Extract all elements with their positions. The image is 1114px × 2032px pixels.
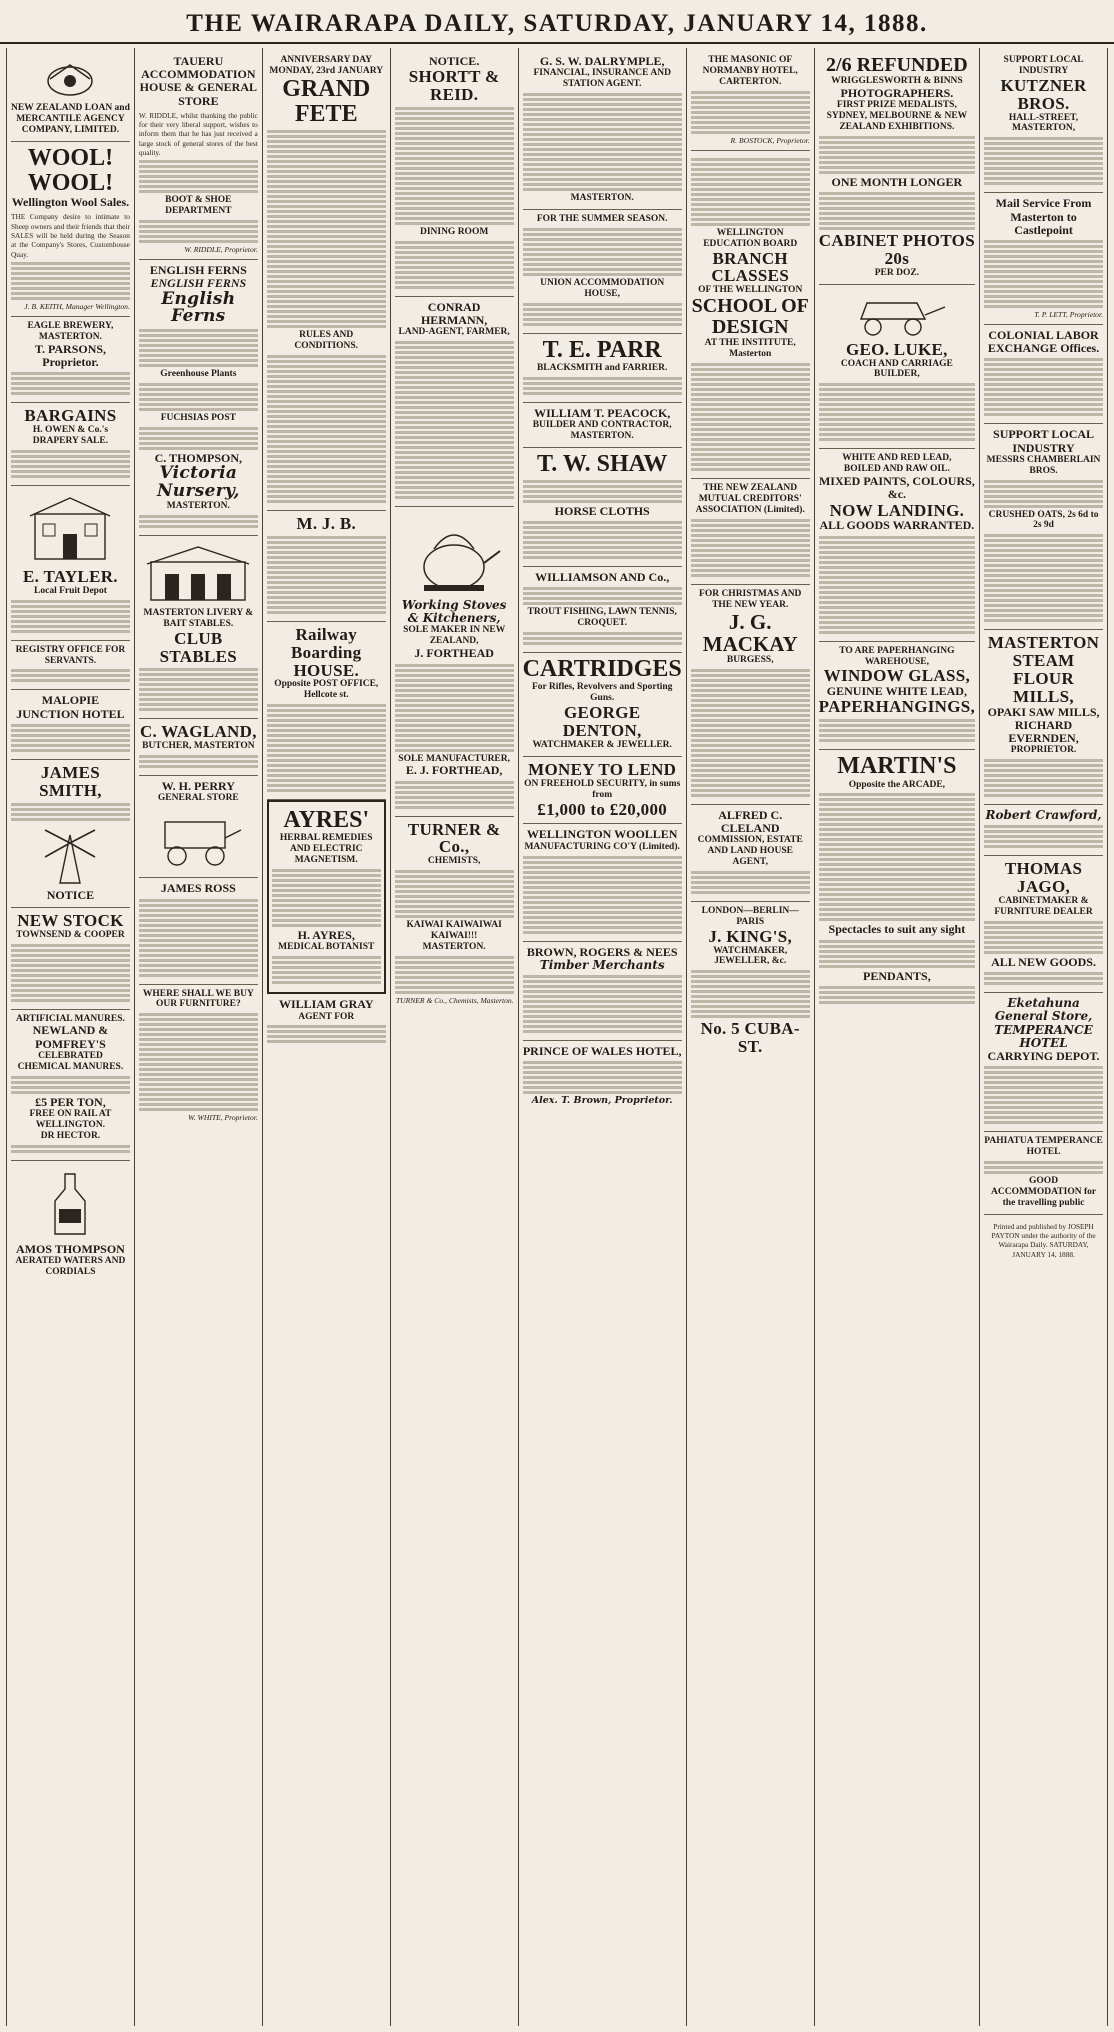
- union-house: UNION ACCOMMODATION HOUSE,: [540, 277, 665, 299]
- bottle-illustration-icon: [35, 1169, 105, 1239]
- education-board: WELLINGTON EDUCATION BOARD: [703, 227, 798, 249]
- white-signature: W. WHITE, Proprietor.: [188, 1113, 258, 1123]
- anniversary-day: ANNIVERSARY DAY MONDAY, 23rd JANUARY: [269, 55, 384, 76]
- wagon-illustration-icon: [153, 808, 243, 868]
- thompson-nursery-name: C. THOMPSON,: [154, 451, 243, 466]
- forthead-name-2: E. J. FORTHEAD,: [405, 763, 503, 778]
- ad-photographers: [819, 51, 975, 285]
- ad-eagle-brewery: [11, 317, 130, 403]
- window-glass: WINDOW GLASS,: [823, 666, 970, 686]
- hermann-name: CONRAD HERMANN,: [420, 299, 488, 327]
- kaiwaiwai: KAIWAI KAIWAIWAI KAIWAI!!!: [406, 920, 502, 942]
- registry-office: REGISTRY OFFICE FOR SERVANTS.: [15, 644, 126, 666]
- ad-eketahuna: [984, 993, 1103, 1132]
- manure-price: £5 PER TON,: [35, 1094, 106, 1109]
- colonial-labor: COLONIAL LABOR EXCHANGE Offices.: [987, 327, 1100, 356]
- pendants: PENDANTS,: [863, 968, 931, 983]
- ad-manures: [11, 1010, 130, 1161]
- christmas-new-year: FOR CHRISTMAS AND THE NEW YEAR.: [699, 588, 802, 610]
- column-4: [391, 48, 519, 2026]
- alex-brown: Alex. T. Brown, Proprietor.: [531, 1095, 673, 1107]
- mail-service: Mail Service From Masterton to Castlepoint: [995, 196, 1092, 237]
- denton-name: GEORGE DENTON,: [562, 703, 642, 741]
- imprint: [984, 1215, 1103, 1264]
- woollen-sub: MANUFACTURING CO'Y (Limited).: [524, 841, 680, 852]
- kutzner-name: KUTZNER BROS.: [1000, 75, 1087, 113]
- commission-agent: COMMISSION, ESTATE AND LAND HOUSE AGENT,: [697, 835, 803, 867]
- dalrymple-location: MASTERTON.: [570, 193, 634, 204]
- new-stock-title: NEW STOCK: [17, 910, 124, 930]
- cabinet-photos: CABINET PHOTOS 20s: [818, 231, 975, 268]
- ad-james-smith: [11, 760, 130, 908]
- paperhangings: PAPERHANGINGS,: [818, 697, 976, 717]
- where-furniture: WHERE SHALL WE BUY OUR FURNITURE?: [142, 988, 254, 1010]
- column-3: [263, 48, 391, 2026]
- bostock-signature: R. BOSTOCK, Proprietor.: [730, 135, 810, 145]
- institute: AT THE INSTITUTE, Masterton: [704, 338, 796, 360]
- forthead-name: J. FORTHEAD: [414, 646, 494, 661]
- fuchsia-post: FUCHSIAS POST: [160, 413, 236, 424]
- one-month: ONE MONTH LONGER: [831, 174, 963, 189]
- english-ferns: English Ferns: [161, 288, 236, 327]
- london-berlin-paris: LONDON—BERLIN—PARIS: [701, 905, 799, 927]
- horse-cloths: HORSE CLOTHS: [554, 504, 650, 519]
- ad-parr: [523, 334, 682, 403]
- ad-livery: [139, 536, 258, 720]
- good-accommodation: GOOD ACCOMMODATION for the travelling public: [990, 1175, 1097, 1208]
- thompson-name: AMOS THOMPSON: [16, 1241, 125, 1256]
- bargains-subtitle: H. OWEN & Co.'s DRAPERY SALE.: [32, 425, 109, 446]
- wrigglesworth-binns: WRIGGLESWORTH & BINNS: [831, 76, 963, 86]
- general-store: GENERAL STORE: [157, 793, 239, 804]
- newspaper-title: THE WAIRARAPA DAILY, SATURDAY, JANUARY 14, 1888.: [186, 10, 928, 37]
- first-prize: FIRST PRIZE MEDALISTS, SYDNEY, MELBOURNE & NEW ZEALAND EXHIBITIONS.: [826, 100, 968, 132]
- cuba-street: No. 5 CUBA-ST.: [700, 1019, 800, 1057]
- ad-kings: [691, 902, 810, 1061]
- refunded-title: 2/6 REFUNDED: [826, 54, 968, 76]
- victoria-nursery: Victoria Nursery,: [156, 463, 240, 502]
- chamberlain-bros: MESSRS CHAMBERLAIN BROS.: [986, 454, 1101, 476]
- turner-title: TURNER & Co.,: [407, 819, 501, 857]
- ad-ross: [139, 878, 258, 984]
- cleland-name: ALFRED C. CLELAND: [718, 807, 783, 835]
- woollen-title: WELLINGTON WOOLLEN: [526, 827, 678, 842]
- ad-summer: [523, 210, 682, 334]
- column-5: [519, 48, 687, 2026]
- paperhanging-warehouse: TO ARE PAPERHANGING WAREHOUSE,: [839, 645, 955, 667]
- wool-subtitle: Wellington Wool Sales.: [11, 195, 130, 210]
- summer-season: FOR THE SUMMER SEASON.: [536, 213, 668, 224]
- cartridges-sub: For Rifles, Revolvers and Sporting Guns.: [531, 682, 673, 704]
- column-2: [135, 48, 263, 2026]
- butcher-title: BUTCHER, MASTERTON: [142, 741, 255, 752]
- ad-masonic: [691, 51, 810, 151]
- masonic-hotel: THE MASONIC OF NORMANBY HOTEL, CARTERTON.: [702, 55, 798, 87]
- crawford-name: Robert Crawford,: [985, 808, 1102, 823]
- luke-name: GEO. LUKE,: [846, 339, 948, 359]
- shopfront-illustration-icon: [25, 494, 115, 564]
- chemists: CHEMISTS,: [427, 856, 481, 867]
- genuine-white-lead: GENUINE WHITE LEAD,: [826, 684, 967, 699]
- railway-sub: Opposite POST OFFICE, Hellcote st.: [274, 679, 379, 701]
- ad-perry: [139, 776, 258, 878]
- cartridges-title: CARTRIDGES: [522, 656, 682, 683]
- parr-name: T. E. PARR: [542, 336, 662, 363]
- wagland-name: C. WAGLAND,: [139, 722, 257, 742]
- ad-peacock: [523, 403, 682, 448]
- ad-registry: [11, 641, 130, 691]
- crest-icon: [35, 59, 105, 99]
- ad-william-gray: [267, 994, 386, 1050]
- pahiatua-hotel: PAHIATUA TEMPERANCE HOTEL: [984, 1136, 1103, 1157]
- artificial-manures: ARTIFICIAL MANURES.: [15, 1013, 125, 1024]
- kings-sub: WATCHMAKER, JEWELLER, &c.: [713, 945, 788, 967]
- lett-signature: T. P. LETT, Proprietor.: [1034, 309, 1103, 319]
- column-6: [687, 48, 815, 2026]
- grand-fete-title: GRAND FETE: [282, 75, 371, 128]
- mackay-sub: BURGESS,: [726, 654, 774, 665]
- masterton-label: MASTERTON: [987, 633, 1100, 653]
- ayres-role: MEDICAL BOTANIST: [278, 942, 375, 953]
- carriage-illustration-icon: [847, 293, 947, 337]
- all-goods-warranted: ALL GOODS WARRANTED.: [819, 518, 975, 533]
- dalrymple-name: G. S. W. DALRYMPLE,: [539, 54, 665, 68]
- shaw-name: T. W. SHAW: [537, 450, 668, 477]
- ad-hotel: [11, 690, 130, 759]
- support-industry: SUPPORT LOCAL INDUSTRY: [993, 427, 1095, 455]
- hermann-sub: LAND-AGENT, FARMER,: [398, 327, 510, 338]
- jago-sub: CABINETMAKER & FURNITURE DEALER: [994, 896, 1093, 918]
- ad-hermann: [395, 297, 514, 507]
- spectacles: Spectacles to suit any sight: [828, 922, 966, 937]
- ad-cartridges: [523, 653, 682, 757]
- ad-mail-service: [984, 193, 1103, 325]
- club-stables: CLUB STABLES: [159, 628, 238, 666]
- wool-title: WOOL! WOOL!: [27, 144, 114, 196]
- of-the-wellington: OF THE WELLINGTON: [698, 285, 803, 296]
- column-7: [815, 48, 980, 2026]
- riddle-signature: W. RIDDLE, Proprietor.: [184, 245, 258, 255]
- ad-stoves: [395, 507, 514, 817]
- kaiwai-sub: MASTERTON.: [422, 942, 486, 953]
- shortt-reid: SHORTT & REID.: [408, 67, 500, 105]
- ad-pahiatua: [984, 1132, 1103, 1215]
- ad-mjb: [267, 511, 386, 622]
- trout-fishing: TROUT FISHING, LAWN TENNIS, CROQUET.: [527, 607, 677, 629]
- branch-classes: BRANCH CLASSES: [711, 248, 790, 286]
- prince-hotel: PRINCE OF WALES HOTEL,: [522, 1043, 682, 1058]
- page-columns: [6, 48, 1108, 2026]
- ad-ferns: [139, 260, 258, 536]
- ad-shortt-reid: [395, 51, 514, 297]
- column-8: [980, 48, 1108, 2026]
- local-industry-heading: SUPPORT LOCAL INDUSTRY: [1003, 55, 1084, 76]
- money-title: MONEY TO LEND: [528, 759, 677, 779]
- ad-mutual: [691, 479, 810, 585]
- ad-taueru: [139, 51, 258, 260]
- aerated-waters: AERATED WATERS AND CORDIALS: [15, 1255, 126, 1277]
- brown-rogers: BROWN, ROGERS & NEES: [526, 944, 678, 959]
- bargains-title: BARGAINS: [24, 406, 117, 426]
- newland-name: NEWLAND & POMFREY'S: [32, 1023, 109, 1051]
- money-sub: ON FREEHOLD SECURITY, in sums from: [524, 778, 681, 800]
- ad-grand-fete: [267, 51, 386, 511]
- imprint-text: Printed and published by JOSEPH PAYTON under the authority of the Wairarapa Daily. SATURDAY, JANUARY 14, 1888.: [991, 1221, 1096, 1259]
- smith-name: JAMES SMITH,: [39, 762, 102, 800]
- mutual-association: THE NEW ZEALAND MUTUAL CREDITORS' ASSOCIATION (Limited).: [695, 483, 805, 515]
- sole-maker: SOLE MAKER IN NEW ZEALAND,: [403, 625, 506, 647]
- stables-illustration-icon: [143, 544, 253, 604]
- evernden-role: PROPRIETOR.: [1010, 745, 1077, 756]
- kings-name: J. KING'S,: [708, 926, 793, 946]
- working-stoves: Working Stoves & Kitcheners,: [401, 598, 507, 626]
- luke-sub: COACH AND CARRIAGE BUILDER,: [840, 358, 953, 380]
- ad-support-industry: [984, 424, 1103, 630]
- ad-school-design: [691, 151, 810, 479]
- opaki-saw-mills: OPAKI SAW MILLS,: [987, 704, 1100, 719]
- money-amounts: £1,000 to £20,000: [537, 799, 668, 819]
- ayres-subtitle: HERBAL REMEDIES AND ELECTRIC MAGNETISM.: [279, 833, 373, 866]
- white-red-lead: WHITE AND RED LEAD,: [842, 453, 952, 464]
- martins-sub: Opposite the ARCADE,: [848, 779, 946, 790]
- newland-subtitle: CELEBRATED CHEMICAL MANURES.: [17, 1050, 124, 1072]
- ad-kutzner: [984, 51, 1103, 193]
- ferns-heading: ENGLISH FERNS: [149, 263, 247, 278]
- mjb-initials: M. J. B.: [296, 514, 357, 534]
- carrying-depot: CARRYING DEPOT.: [987, 1048, 1100, 1063]
- wool-signature: J. B. KEITH, Manager Wellington.: [24, 301, 130, 311]
- dining-room: DINING ROOM: [419, 226, 489, 237]
- ad-flour-mills: [984, 630, 1103, 805]
- hector-name: DR HECTOR.: [40, 1130, 101, 1141]
- railway-house: Railway Boarding HOUSE.: [291, 624, 362, 680]
- ad-railway-boarding: [267, 622, 386, 800]
- ad-ayres: [267, 800, 386, 994]
- jago-name: THOMAS JAGO,: [1004, 859, 1083, 897]
- ad-thompson: [11, 1161, 130, 1283]
- boiled-raw-oil: BOILED AND RAW OIL.: [843, 464, 950, 475]
- ad-woollen: [523, 824, 682, 941]
- loan-company-name: NEW ZEALAND LOAN and MERCANTILE AGENCY COMPANY, LIMITED.: [11, 103, 130, 135]
- blacksmith: BLACKSMITH and FARRIER.: [536, 362, 668, 373]
- crushed-oats: CRUSHED OATS, 2s 6d to 2s 9d: [988, 509, 1099, 531]
- williamson-name: WILLIAMSON AND Co.,: [535, 570, 670, 585]
- ad-crawford: [984, 805, 1103, 856]
- ad-wool-sales: [11, 142, 130, 317]
- school-of-design: SCHOOL OF DESIGN: [691, 295, 809, 339]
- ad-paperhanging: [819, 642, 975, 751]
- kettle-illustration-icon: [404, 515, 504, 595]
- mackay-name: J. G. MACKAY: [702, 609, 798, 656]
- tayler-subtitle: Local Fruit Depot: [34, 585, 107, 596]
- eagle-brewery: EAGLE BREWERY, MASTERTON.: [27, 320, 114, 342]
- rules-conditions: RULES AND CONDITIONS.: [294, 330, 359, 352]
- boot-dept: BOOT & SHOE DEPARTMENT: [165, 195, 232, 217]
- kutzner-sub: HALL-STREET, MASTERTON,: [1008, 112, 1079, 134]
- taueru-body: W. RIDDLE, whilst thanking the public for their very liberal support, wishes to inform them that he has just received a large stock of general stores of the best quality.: [138, 110, 258, 158]
- william-gray: WILLIAM GRAY: [278, 997, 374, 1012]
- eketahuna-store: Eketahuna General Store, TEMPERANCE HOTEL: [994, 996, 1093, 1050]
- free-on-rail: FREE ON RAIL AT WELLINGTON.: [29, 1108, 112, 1130]
- ad-brown-rogers: [523, 942, 682, 1041]
- ad-colonial-labor: [984, 325, 1103, 424]
- ross-name: JAMES ROSS: [160, 881, 236, 896]
- dalrymple-sub: FINANCIAL, INSURANCE AND STATION AGENT.: [533, 68, 671, 90]
- tayler-name: E. TAYLER.: [23, 566, 118, 586]
- ad-luke: [819, 285, 975, 450]
- ad-bargains: [11, 403, 130, 486]
- ad-martins: [819, 750, 975, 1010]
- now-landing: NOW LANDING.: [829, 500, 965, 520]
- evernden-name: RICHARD EVERNDEN,: [1008, 717, 1079, 746]
- martins-title: MARTIN'S: [837, 753, 957, 780]
- peacock-name: WILLIAM T. PEACOCK,: [534, 405, 671, 420]
- ad-money: [523, 757, 682, 825]
- ad-tayler: [11, 486, 130, 641]
- all-new-goods: ALL NEW GOODS.: [991, 954, 1096, 969]
- turner-signature: TURNER & Co., Chemists, Masterton.: [395, 995, 514, 1005]
- ad-shaw: [523, 448, 682, 567]
- timber-merchants: Timber Merchants: [539, 957, 665, 972]
- greenhouse-plants: Greenhouse Plants: [160, 369, 237, 380]
- parsons-name: T. PARSONS, Proprietor.: [34, 341, 107, 369]
- per-doz: PER DOZ.: [874, 267, 920, 278]
- notice-heading: NOTICE: [46, 887, 95, 902]
- nursery-location: MASTERTON.: [166, 501, 230, 512]
- ad-wagland: [139, 719, 258, 776]
- ayres-name: H. AYRES,: [297, 928, 355, 943]
- ad-mackay: [691, 585, 810, 805]
- ad-williamson: [523, 567, 682, 653]
- column-1: [7, 48, 135, 2026]
- perry-name: W. H. PERRY: [161, 779, 235, 794]
- ad-turner: [395, 817, 514, 1010]
- wool-body: THE Company desire to intimate to Sheep owners and their friends that their SALES will be held during the Season at the Company's Stores, Customhouse Quay.: [11, 212, 130, 259]
- ad-prince-wales: [523, 1041, 682, 1112]
- taueru-title: TAUERU ACCOMMODATION HOUSE & GENERAL STORE: [139, 54, 258, 108]
- ad-dalrymple: [523, 51, 682, 210]
- townsend-name: TOWNSEND & COOPER: [16, 929, 125, 940]
- mixed-paints: MIXED PAINTS, COLOURS, &c.: [818, 474, 975, 502]
- windmill-illustration-icon: [30, 825, 110, 885]
- peacock-sub: BUILDER AND CONTRACTOR, MASTERTON.: [532, 420, 672, 441]
- photographers: PHOTOGRAPHERS.: [840, 85, 954, 100]
- denton-sub: WATCHMAKER & JEWELLER.: [532, 739, 672, 750]
- ad-loan-company: [11, 51, 130, 142]
- ad-jago: [984, 856, 1103, 993]
- ferns-heading-2: ENGLISH FERNS: [150, 276, 247, 291]
- notice-title: NOTICE.: [428, 54, 480, 68]
- sole-manufacturer: SOLE MANUFACTURER,: [398, 753, 510, 764]
- livery-stables: MASTERTON LIVERY & BAIT STABLES.: [143, 607, 254, 629]
- ad-cleland: [691, 805, 810, 902]
- ad-furniture: [139, 985, 258, 1128]
- ad-new-stock: [11, 908, 130, 1010]
- ad-paints: [819, 449, 975, 641]
- ayres-title: AYRES': [283, 807, 370, 834]
- agent-for: AGENT FOR: [298, 1011, 355, 1022]
- steam-flour-mills: STEAM FLOUR MILLS,: [1012, 651, 1075, 706]
- hotel-name: MALOPIE JUNCTION HOTEL: [16, 693, 125, 721]
- masthead: [0, 0, 1114, 44]
